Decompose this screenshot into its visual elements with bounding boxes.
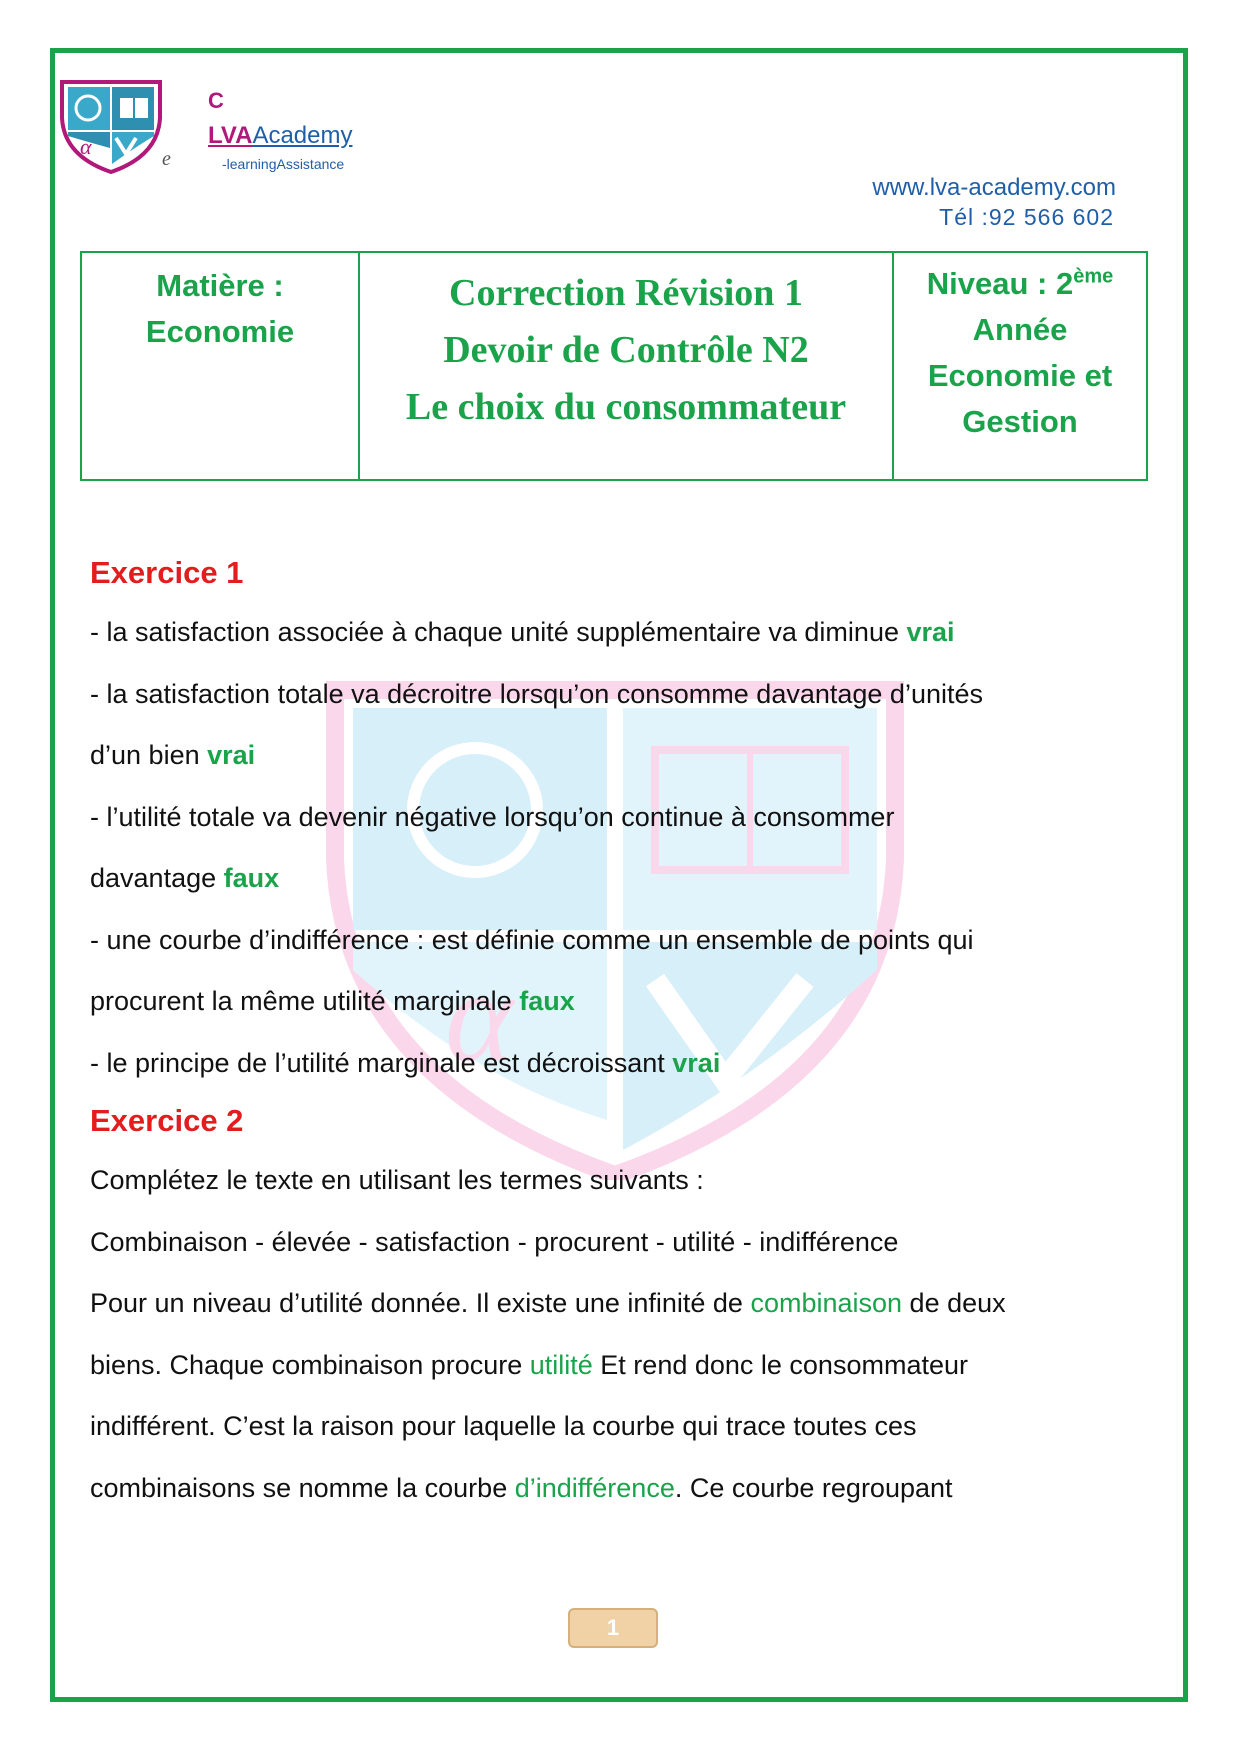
ex1-line-2-text: - la satisfaction totale va décroitre lorsqu’on consomme davantage d’unités (90, 678, 983, 709)
ex1-line-8-answer: vrai (672, 1047, 721, 1078)
ex1-line-1-text: - la satisfaction associée à chaque unité supplémentaire va diminue (90, 617, 907, 647)
brand-tagline: -learningAssistance (222, 156, 345, 172)
ex1-line-5-answer: faux (223, 863, 280, 893)
ex1-line-6 (90, 915, 1150, 977)
ex2-paragraph-line-4 (90, 1463, 1150, 1525)
ex2-paragraph-line-1 (90, 1278, 1150, 1340)
brand-academy: Academy (252, 122, 353, 149)
matiere-value: Economie (145, 314, 295, 349)
page-number: 1 (568, 1608, 658, 1648)
exercice-2-title: Exercice 2 (90, 1103, 244, 1138)
title-line-3: Le choix du consommateur (405, 386, 847, 428)
svg-text:α: α (80, 134, 92, 159)
matiere-cell (82, 253, 360, 479)
ex1-line-5-text: davantage (90, 863, 224, 893)
ex2-p4-answer: d’indifférence (514, 1472, 675, 1503)
ex1-line-7 (90, 976, 1150, 1038)
niveau-label (894, 261, 1146, 307)
website-link[interactable]: www.lva-academy.com (872, 174, 1116, 201)
brand-name (208, 122, 352, 150)
ex1-line-1 (90, 607, 1150, 669)
svg-text:α: α (445, 945, 514, 1089)
niveau-annee: Année (972, 312, 1068, 347)
ex1-line-8 (90, 1038, 1150, 1100)
title-line-1: Correction Révision 1 (449, 272, 803, 314)
ex1-line-5 (90, 853, 1150, 915)
ex2-p1-text-a: Pour un niveau d’utilité donnée. Il existe une infinité de (90, 1288, 751, 1318)
ex1-line-7-text: procurent la même utilité marginale (90, 986, 520, 1016)
phone-number: Tél :92 566 602 (939, 204, 1114, 230)
logo-e-mark: e (162, 148, 171, 170)
ex1-line-8-text: - le principe de l’utilité marginale est décroissant (90, 1047, 673, 1078)
ex1-line-6-text: - une courbe d’indifférence : est définie comme un ensemble de points qui (90, 924, 974, 955)
niveau-exponent: ème (1073, 265, 1114, 288)
ex1-line-2 (90, 669, 1150, 731)
ex1-line-1-answer: vrai (906, 617, 955, 647)
ex1-line-3-text: d’un bien (90, 740, 208, 770)
ex2-p2-text-c: Et rend donc le consommateur (592, 1349, 968, 1380)
ex1-line-3 (90, 730, 1150, 792)
brand-lva: LVA (208, 122, 253, 149)
lva-academy-logo (58, 78, 164, 174)
ex2-p4-text-a: combinaisons se nomme la courbe (90, 1472, 515, 1503)
ex2-terms: Combinaison - élevée - satisfaction - procurent - utilité - indifférence (90, 1226, 899, 1257)
ex1-line-7-answer: faux (519, 986, 575, 1016)
ex1-line-4 (90, 792, 1150, 854)
ex2-paragraph-line-3: indifférent. C’est la raison pour laquelle la courbe qui trace toutes ces (90, 1411, 917, 1441)
exercice-1-title: Exercice 1 (90, 555, 244, 590)
title-line-2: Devoir de Contrôle N2 (443, 329, 809, 371)
header-table (80, 251, 1148, 481)
matiere-label: Matière : (156, 268, 284, 303)
ex2-p2-answer: utilité (529, 1349, 593, 1380)
title-cell (360, 253, 894, 479)
ex2-p1-answer: combinaison (750, 1288, 903, 1318)
ex2-intro: Complétez le texte en utilisant les termes suivants : (90, 1165, 704, 1195)
ex2-paragraph-line-2 (90, 1340, 1150, 1402)
document-body (90, 545, 1150, 1524)
ex2-p4-text-c: . Ce courbe regroupant (674, 1472, 953, 1503)
niveau-text: Niveau : 2 (926, 266, 1074, 301)
ex2-p2-text-a: biens. Chaque combinaison procure (90, 1349, 530, 1380)
ex1-line-3-answer: vrai (207, 740, 256, 770)
ex2-p1-text-c: de deux (902, 1288, 1006, 1318)
niveau-section-2: Gestion (962, 404, 1078, 439)
niveau-section-1: Economie et (927, 358, 1113, 393)
niveau-cell (894, 253, 1146, 479)
logo-letter: C (208, 88, 224, 113)
ex1-line-4-text: - l’utilité totale va devenir négative lorsqu’on continue à consommer (90, 801, 895, 832)
